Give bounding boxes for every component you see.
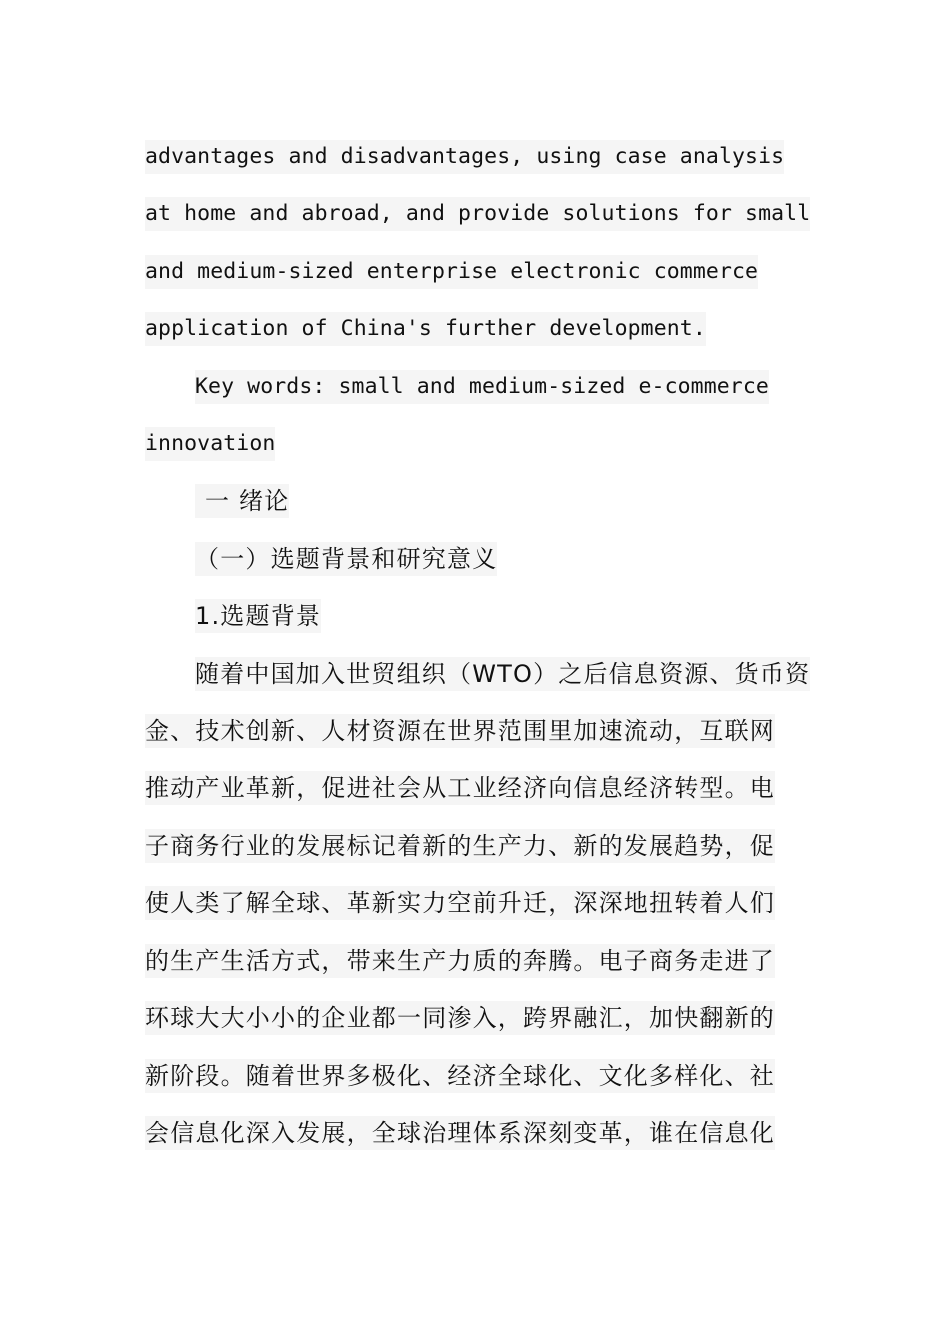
section-heading: 一 绪论 [195, 484, 289, 518]
subsection-heading: （一）选题背景和研究意义 [195, 542, 497, 576]
abstract-line-1: advantages and disadvantages, using case analysis [145, 140, 784, 174]
body-line-3: 推动产业革新，促进社会从工业经济向信息经济转型。电 [145, 771, 775, 805]
body-line-1: 随着中国加入世贸组织（WTO）之后信息资源、货币资 [195, 657, 810, 691]
subsubsection-heading: 1.选题背景 [195, 599, 321, 633]
body-line-9: 会信息化深入发展，全球治理体系深刻变革，谁在信息化 [145, 1116, 775, 1150]
abstract-line-2: at home and abroad, and provide solutions for small [145, 197, 810, 231]
abstract-line-4: application of China's further development. [145, 312, 706, 346]
abstract-line-3: and medium-sized enterprise electronic commerce [145, 255, 758, 289]
keywords-line-1: Key words: small and medium-sized e-commerce [195, 370, 769, 404]
body-line-5: 使人类了解全球、革新实力空前升迁，深深地扭转着人们 [145, 886, 775, 920]
body-line-2: 金、技术创新、人材资源在世界范围里加速流动，互联网 [145, 714, 775, 748]
body-line-8: 新阶段。随着世界多极化、经济全球化、文化多样化、社 [145, 1059, 775, 1093]
body-line-6: 的生产生活方式，带来生产力质的奔腾。电子商务走进了 [145, 944, 775, 978]
body-line-7: 环球大大小小的企业都一同渗入，跨界融汇，加快翻新的 [145, 1001, 775, 1035]
keywords-line-2: innovation [145, 427, 275, 461]
body-line-4: 子商务行业的发展标记着新的生产力、新的发展趋势，促 [145, 829, 775, 863]
